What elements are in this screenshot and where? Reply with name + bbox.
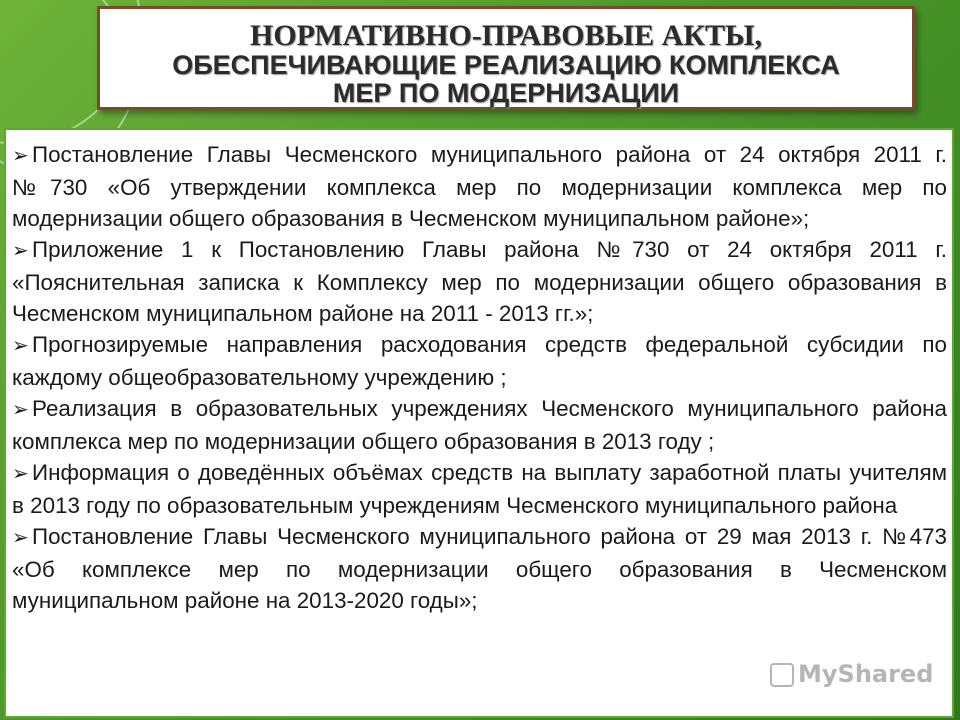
list-item: ➢ Постановление Главы Чесменского муниципального района от 24 октября 2011 г. №730 «Об утверждении комплекса мер по модернизации комплекса мер по модернизации общего образования в Чесменском муниципальном районе»; [12,142,947,231]
list-item: ➢ Приложение 1 к Постановлению Главы района №730 от 24 октября 2011 г. «Пояснительная записка к Комплексу мер по модернизации общего образования в Чесменском муниципальном районе на 2011 - 2013 гг.»; [12,237,947,326]
watermark-logo-icon [770,663,794,687]
title-line-2: ОБЕСПЕЧИВАЮЩИЕ РЕАЛИЗАЦИЮ КОМПЛЕКСА [172,50,840,80]
arrowhead-bullet-icon: ➢ [12,145,29,167]
title-box [97,6,915,110]
list-item: ➢ Постановление Главы Чесменского муниципального района от 29 мая 2013 г. №473 «Об комплексе мер по модернизации общего образования в Чесменском муниципальном районе на 2013-2020 годы»; [12,524,947,613]
arrowhead-bullet-icon: ➢ [12,335,29,357]
arrowhead-bullet-icon: ➢ [12,399,29,421]
content-box [4,128,954,718]
list-item: ➢ Реализация в образовательных учреждениях Чесменского муниципального района комплекса мер по модернизации общего образования в 2013 году ; [12,396,947,454]
arrowhead-bullet-icon: ➢ [12,463,29,485]
arrowhead-bullet-icon: ➢ [12,527,29,549]
arrowhead-bullet-icon: ➢ [12,240,29,262]
list-item: ➢ Информация о доведённых объёмах средств на выплату заработной платы учителям в 2013 году по образовательным учреждениям Чесменского муниципального района [12,460,947,518]
list-item: ➢ Прогнозируемые направления расходования средств федеральной субсидии по каждому общеобразовательному учреждению ; [12,332,947,390]
watermark: MyShared [770,660,933,688]
title-line-3: МЕР ПО МОДЕРНИЗАЦИИ [332,78,680,108]
title-line-1: НОРМАТИВНО-ПРАВОВЫЕ АКТЫ, [250,19,762,52]
